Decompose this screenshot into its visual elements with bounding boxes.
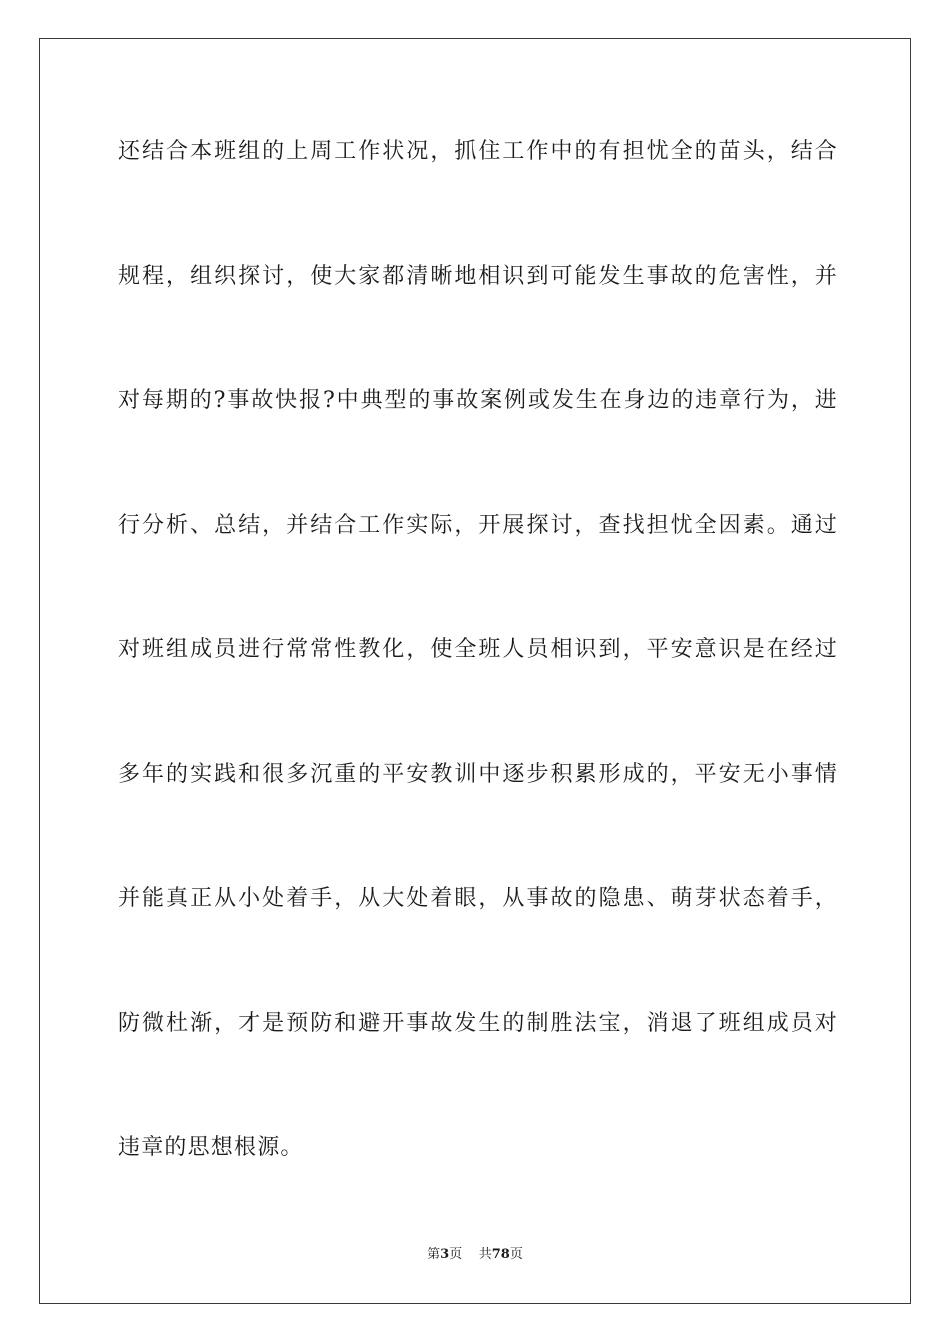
paragraph-line-3: 对每期的?事故快报?中典型的事故案例或发生在身边的违章行为，进 [118,388,838,413]
paragraph-line-9: 违章的思想根源。 [118,1135,304,1160]
page-number: 3 [440,1247,450,1262]
page-prefix: 第 [427,1247,441,1262]
page-footer [0,1246,950,1264]
total-prefix: 共 [478,1247,492,1262]
total-pages: 78 [491,1247,510,1262]
paragraph-line-4: 行分析、总结，并结合工作实际，开展探讨，查找担忧全因素。通过 [118,513,838,538]
total-suffix: 页 [509,1247,523,1262]
page-border [39,38,911,1304]
paragraph-line-1: 还结合本班组的上周工作状况，抓住工作中的有担忧全的苗头，结合 [118,139,838,164]
paragraph-line-6: 多年的实践和很多沉重的平安教训中逐步积累形成的，平安无小事情 [118,762,838,787]
paragraph-line-2: 规程，组织探讨，使大家都清晰地相识到可能发生事故的危害性，并 [118,264,838,289]
paragraph-line-7: 并能真正从小处着手，从大处着眼，从事故的隐患、萌芽状态着手， [118,886,838,911]
page-suffix: 页 [449,1247,463,1262]
paragraph-line-5: 对班组成员进行常常性教化，使全班人员相识到，平安意识是在经过 [118,637,838,662]
paragraph-line-8: 防微杜渐，才是预防和避开事故发生的制胜法宝，消退了班组成员对 [118,1011,838,1036]
